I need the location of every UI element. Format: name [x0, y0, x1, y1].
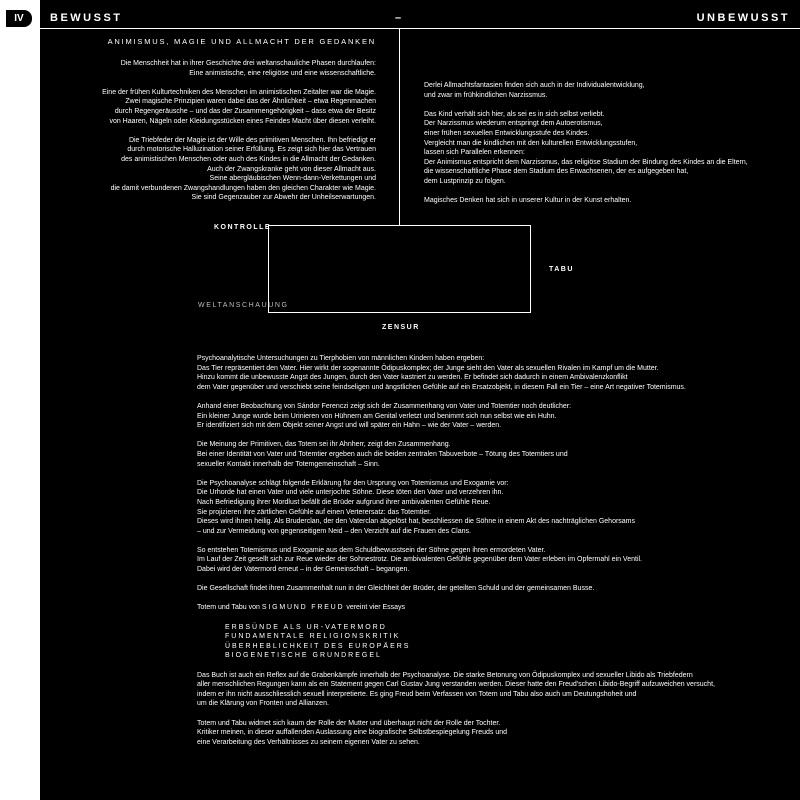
main-line: Dabei wird der Vatermord erneut – in der Gemeinschaft – begangen. [197, 566, 410, 574]
main-line: Die Gesellschaft findet ihren Zusammenhalt nun in der Gleichheit der Brüder, der geteilten Schuld und der gemeinsamen Busse. [197, 585, 595, 593]
left-paragraph [102, 88, 376, 126]
diagram-box-top [268, 225, 530, 226]
main-line: Psychoanalytische Untersuchungen zu Tierphobien von männlichen Kindern haben ergeben: [197, 355, 485, 362]
essay-item: BIOGENETISCHE GRUNDREGEL [225, 652, 382, 660]
essay-item: ERBSÜNDE ALS UR-VATERMORD [225, 623, 387, 631]
diagram-label-zensur: ZENSUR [382, 324, 420, 331]
main-line: Kritiker meinen, in dieser auffallenden Auslassung eine biografische Selbstbespiegelung Freuds und [197, 729, 508, 737]
main-line: indem er ihn nicht ausschliesslich sexuell interpretierte. Es ging Freud beim Verfassen von Totem und Tabu also auch um Deutungshoheit und [197, 690, 637, 698]
main-line: Dieses wird ihnen heilig. Als Bruderclan, der den Vaterclan abgelöst hat, beschliessen die Söhne in einem Akt des nachträglichen Gehorsams [197, 518, 636, 526]
left-line: Sie sind Gegenzauber zur Abwehr der Unheilserwartungen. [191, 194, 376, 202]
header-bewusst: BEWUSST [50, 12, 123, 24]
main-line: Die Psychoanalyse schlägt folgende Erklärung für den Ursprung von Totemismus und Exogamie vor: [197, 479, 509, 487]
chapter-badge: IV [6, 10, 32, 27]
right-paragraph [424, 81, 748, 100]
author-name: SIGMUND FREUD [261, 604, 345, 612]
main-line: sexueller Kontakt innerhalb der Totemgemeinschaft – Sinn. [197, 460, 380, 468]
main-line: Das Tier repräsentiert den Vater. Hier wirkt der sogenannte Ödipuskomplex; der Junge sieht den Vater als sexuellen Rivalen im Kampf um die Mutter. [197, 364, 659, 372]
right-line: Magisches Denken hat sich in unserer Kultur in der Kunst erhalten. [424, 197, 632, 205]
left-line: Zwei magische Prinzipien waren dabei das der Ähnlichkeit – etwa Regenmachen [125, 98, 376, 106]
main-line: Das Buch ist auch ein Reflex auf die Grabenkämpfe innerhalb der Psychoanalyse. Die starke Betonung von Ödipuskomplex und sexueller Libido als Triebfedern [197, 671, 693, 679]
header-unbewusst: UNBEWUSST [696, 12, 790, 24]
left-line: Eine animistische, eine religiöse und eine wissenschaftliche. [189, 69, 376, 77]
main-line: Ein kleiner Junge wurde beim Urinieren von Hühnern am Genital verletzt und benimmt sich nun selbst wie ein Huhn. [197, 412, 557, 420]
left-paragraph [102, 59, 376, 78]
main-paragraph [197, 479, 715, 537]
main-line: Totem und Tabu widmet sich kaum der Rolle der Mutter und überhaupt nicht der Rolle der Tochter. [197, 719, 501, 727]
right-line: einer frühen sexuellen Entwicklungsstufe des Kindes. [424, 129, 590, 137]
main-line: Die Meinung der Primitiven, das Totem sei ihr Ahnherr, zeigt den Zusammenhang. [197, 441, 451, 449]
main-line: Sie projizieren ihre zärtlichen Gefühle auf einen Verterersatz: das Totemtier. [197, 508, 432, 516]
right-line: die wissenschaftliche Phase dem Stadium des Erwachsenen, der es aufgegeben hat, [424, 168, 689, 176]
main-paragraph [197, 671, 715, 709]
left-line: durch Regengeräusche – und das der Zusammengehörigkeit – dass etwa der Besitz [114, 107, 376, 115]
diagram-label-kontrolle: KONTROLLE [214, 224, 272, 231]
left-line: durch motorische Halluzination seiner Erfüllung. Es zeigt sich hier das Vertrauen [127, 146, 376, 154]
left-line: Auch der Zwangskranke geht von dieser Allmacht aus. [207, 165, 376, 173]
main-paragraph [197, 546, 715, 575]
main-line: Nach Befriedigung ihrer Mordlust befällt die Brüder aufgrund ihrer ambivalenten Gefühle Reue. [197, 498, 491, 506]
main-line: dem Vater gegenüber und verschiebt seine feindseligen und ängstlichen Gefühle auf ein Ersatzobjekt, in diesem Fall ein Tier – eine Art negativer Totemismus. [197, 383, 686, 391]
left-text-column [102, 59, 376, 213]
main-paragraph [197, 354, 715, 392]
diagram-box-bottom [268, 312, 531, 313]
left-line: Eine der frühen Kulturtechniken des Menschen im animistischen Zeitalter war die Magie. [102, 88, 376, 96]
main-paragraphs-a [197, 354, 715, 594]
right-line: Der Animismus entspricht dem Narzissmus, das religiöse Stadium der Bindung des Kindes an die Eltern, [424, 158, 748, 166]
right-text-column [424, 81, 748, 215]
left-section-title: ANIMISMUS, MAGIE UND ALLMACHT DER GEDANKEN [107, 37, 376, 46]
main-line: – und zur Vermeidung von gegenseitigem Neid – den Verzicht auf die Frauen des Clans. [197, 527, 471, 535]
essays-intro [197, 603, 715, 613]
right-line: lassen sich Parallelen erkennen: [424, 149, 525, 157]
right-line: Der Narzissmus wiederum entspringt dem Autoerotismus, [424, 120, 603, 128]
right-line: Vergleicht man die kindlichen mit den kulturellen Entwicklungsstufen, [424, 139, 638, 147]
main-line: Die Urhorde hat einen Vater und viele unterjochte Söhne. Diese töten den Vater und verzehren ihn. [197, 489, 504, 497]
left-paragraph [102, 136, 376, 203]
right-line: Das Kind verhält sich hier, als sei es in sich selbst verliebt. [424, 110, 605, 118]
right-line: Derlei Allmachtsfantasien finden sich auch in der Individualentwicklung, [424, 82, 645, 89]
main-paragraph [197, 440, 715, 469]
main-line: Bei einer Identität von Vater und Totemtier ergeben auch die beiden zentralen Tabuverbote – Tötung des Totemtiers und [197, 450, 568, 458]
right-line: und zwar im frühkindlichen Narzissmus. [424, 91, 548, 99]
left-line: Seine abergläubischen Wenn-dann-Verkettungen und [209, 175, 376, 183]
left-line: Die Menschheit hat in ihrer Geschichte drei weltanschauliche Phasen durchlaufen: [120, 60, 376, 67]
essay-list [197, 623, 715, 661]
main-text-column [197, 354, 715, 757]
main-line: Hinzu kommt die unbewusste Angst des Jungen, durch den Vater kastriert zu werden. Er befindet sich dadurch in einem Ambivalenzkonflikt [197, 374, 628, 382]
diagram-box-left [268, 225, 269, 313]
right-paragraph [424, 196, 748, 206]
main-line: Er identifiziert sich mit dem Objekt seiner Angst und will später ein Hahn – wie der Vater – werden. [197, 422, 502, 430]
diagram-box-right [530, 225, 531, 312]
essays-intro-before: Totem und Tabu von [197, 604, 262, 612]
main-paragraph [197, 719, 715, 748]
main-line: um die Klärung von Fronten und Allianzen. [197, 700, 329, 708]
left-line: die damit verbundenen Zwangshandlungen haben den gleichen Charakter wie Magie. [110, 184, 376, 192]
essay-item: FUNDAMENTALE RELIGIONSKRITIK [225, 633, 401, 641]
header-dash: – [395, 12, 404, 24]
diagram-label-weltanschauung: WELTANSCHAUUNG [198, 302, 289, 309]
left-line: von Haaren, Nägeln oder Kleidungsstücken eines Feindes Macht über diesen verleiht. [109, 117, 376, 125]
right-paragraph [424, 110, 748, 187]
main-line: Im Lauf der Zeit gesellt sich zur Reue wieder der Sohnestrotz. Die ambivalenten Gefühle gegenüber dem Vater erleben im Opfermahl ein Ventil. [197, 556, 642, 564]
center-divider [399, 29, 400, 225]
left-line: Die Triebfeder der Magie ist der Wille des primitiven Menschen. Ihn befriedigt er [128, 136, 376, 144]
right-line: dem Lustprinzip zu folgen. [424, 177, 506, 185]
main-paragraph [197, 402, 715, 431]
header-rule [40, 28, 800, 29]
essays-intro-after: vereint vier Essays [344, 604, 406, 612]
main-line: So entstehen Totemismus und Exogamie aus dem Schuldbewusstsein der Söhne gegen ihren ermordeten Vater. [197, 546, 546, 554]
left-margin-strip [0, 0, 40, 800]
main-paragraphs-b [197, 671, 715, 748]
diagram-label-tabu: TABU [549, 266, 574, 273]
main-paragraph [197, 584, 715, 594]
main-line: eine Verarbeitung des Verhältnisses zu seinem eigenen Vater zu sehen. [197, 738, 420, 746]
essay-item: ÜBERHEBLICHKEIT DES EUROPÄERS [225, 642, 411, 650]
main-line: aller menschlichen Regungen kann als ein Statement gegen Carl Gustav Jung verstanden werden. Dieser hatte den Freud'schen Libido-Begriff aufzuweichen versucht, [197, 681, 715, 689]
main-line: Anhand einer Beobachtung von Sándor Ferenczi zeigt sich der Zusammenhang von Vater und Totemtier noch deutlicher: [197, 402, 572, 410]
left-line: des animistischen Menschen oder auch des Kindes in die Allmacht der Gedanken. [121, 155, 376, 163]
